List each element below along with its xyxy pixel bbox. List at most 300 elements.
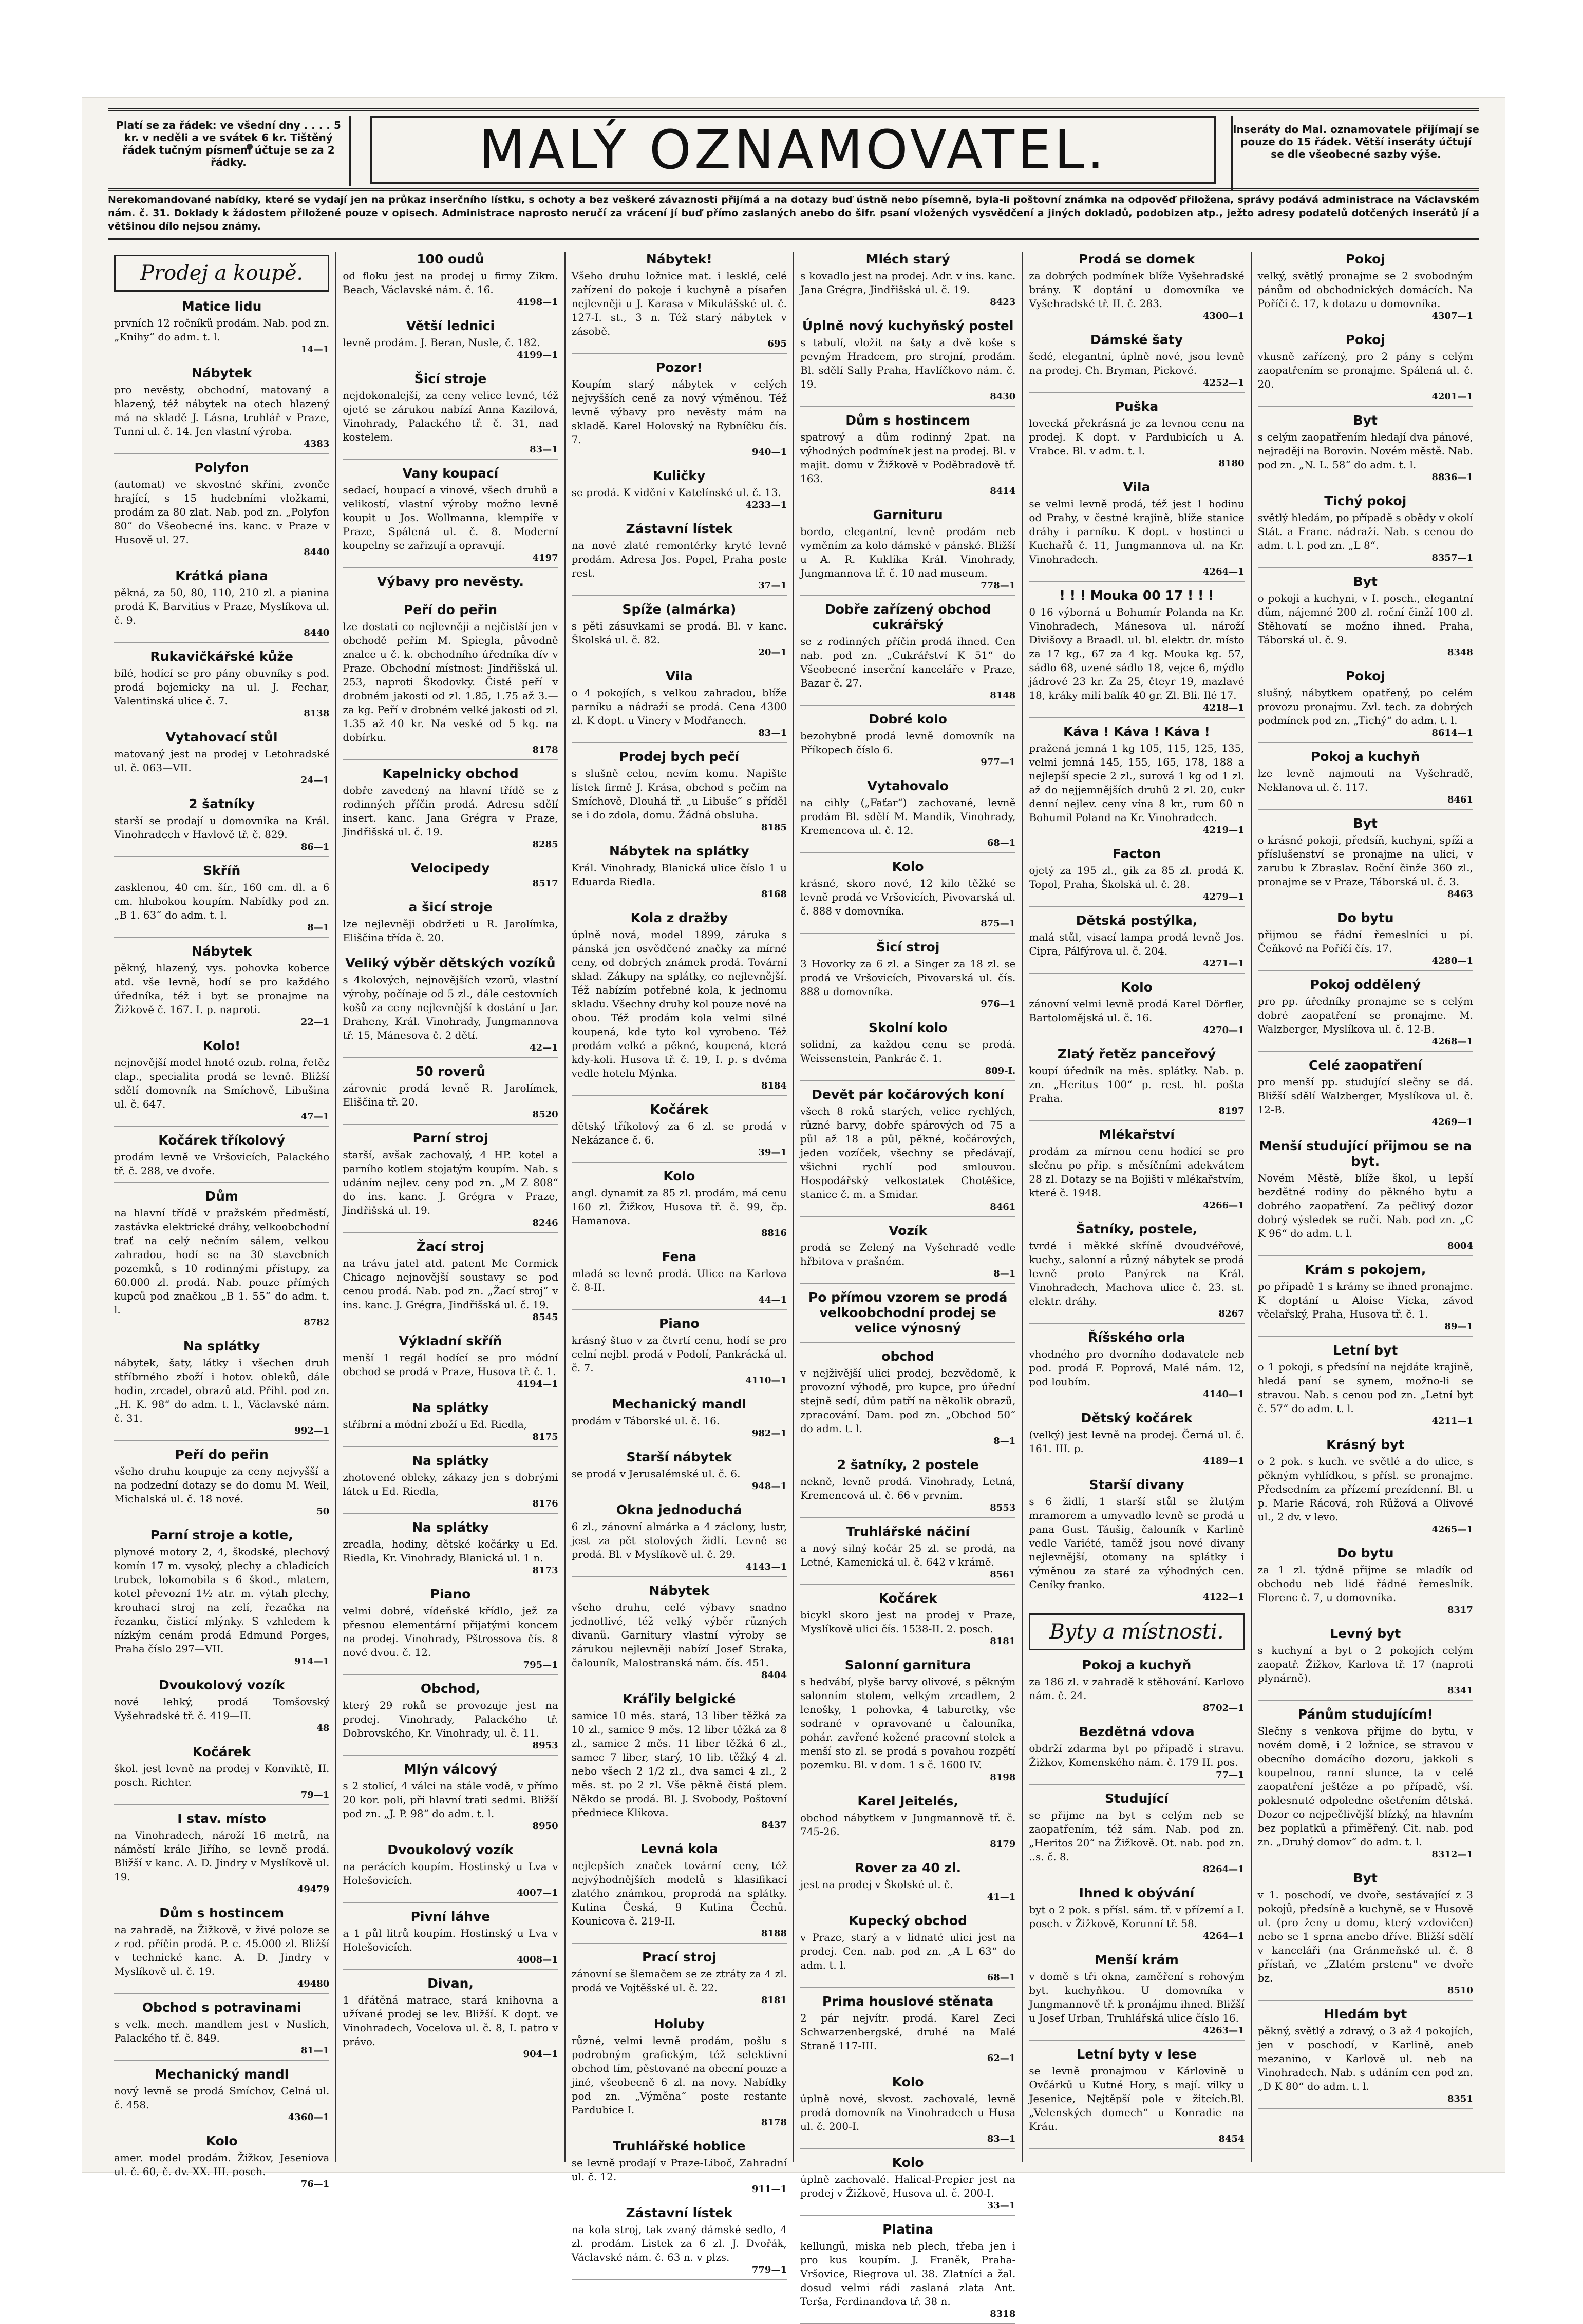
ad-text: na cihly („Faťar“) zachované, levně prodám Bl. sdělí M. Mandik, Vinohrady, Kremencova ul. č. 12. [800,796,1016,836]
ad-heading: Výkladní skříň [399,1334,502,1348]
ad-code: 904—1 [523,2049,558,2060]
ad-text: (automat) ve skvostné skříni, zvonče hrající, s 15 hudebními vložkami, prodám za 80 zlat. Nab. pod zn. „Polyfon 80“ do Všeobecné ins. kanc. v Praze v Husově ul. 27. [114,478,330,546]
ad-code: 8816 [761,1228,787,1239]
classified-ad [1258,493,1473,568]
ad-heading: ! ! ! Mouka 00 17 ! ! ! [1059,588,1214,603]
ad-heading: Zlatý řetěz panceřový [1057,1046,1216,1061]
ad-code: 8176 [532,1498,558,1509]
classified-ad [572,669,787,743]
ad-heading: 2 šatníky [189,796,255,811]
ad-heading: Peří do peřin [403,602,498,617]
classified-ad [1258,332,1473,407]
classified-ad [1029,1658,1244,1718]
ad-code: 4279—1 [1203,891,1245,902]
classified-ad [800,1794,1015,1854]
ad-code: 8461 [1447,794,1473,805]
ad-text: se velmi levně prodá, též jest 1 hodinu od Prahy, v čestné krajině, blíže stanice dráhy i parníku. K dopt. v hostinci u Kuchařů č. 11, Jungmannova ul. na Kr. Vinohradech. [1029,498,1245,565]
ad-code: 33—1 [987,2200,1016,2211]
ad-text: (velký) jest levně na prodej. Černá ul. č. 161. III. p. [1029,1428,1245,1455]
ad-heading: Matice lidu [181,299,262,314]
ad-heading: Bezdětná vdova [1079,1724,1195,1739]
ad-heading: Veliký výběr dětských vozíků [345,956,556,970]
ad-code: 8440 [304,627,330,638]
ad-code: 4360—1 [288,2112,330,2123]
section-title-sale: Prodej a koupě. [114,255,329,292]
classified-ad [572,2139,787,2199]
classified-ad [114,1189,329,1332]
ad-text: pro menší pp. studující slečny se dá. Bližší sdělí Walzberger, Myslíkova ul. č. 12-B. [1257,1076,1473,1116]
ad-heading: Kolo [892,2074,924,2089]
ad-text: angl. dynamit za 85 zl. prodám, má cenu 160 zl. Žižkov, Husova tř. č. 99, čp. Hamanova. [571,1187,787,1227]
ad-heading: Kolo! [203,1038,241,1053]
ad-heading: Na splátky [412,1520,489,1535]
ad-code: 44—1 [758,1294,787,1305]
classified-ad [114,299,329,359]
ad-code: 779—1 [751,2264,787,2275]
ad-code: 83—1 [987,2133,1016,2144]
ad-heading: Říšského orla [1088,1330,1185,1345]
ad-text: s hedvábí, plyše barvy olivové, s pěkným salonním stolem, velkým zrcadlem, 2 lenošky, 1 pohovka, 4 taburetky, vše sodrané v opravované u čalouníka, pohár. zavřené kožené pracovní stolek a menší sto zl. se prodá s povahou rozpětí pozemku. Bl. v dom. 1 s č. 1600 IV. [800,1675,1016,1771]
ad-code: 8188 [761,1928,787,1939]
classified-ad [800,507,1015,596]
ad-heading: Mechanický mandl [612,1397,746,1412]
column-4 [794,252,1023,2319]
ad-text: bordo, elegantní, levně prodám neb vyměním za kolo dámské v pánské. Bližší u A. R. Kuklíka Král. Vinohrady, Jungmannova tř. č. 10 nad museum. [800,525,1016,579]
ad-heading: Kuličky [653,468,706,483]
ad-code: 778—1 [981,580,1016,591]
ad-code: 4197 [532,553,558,563]
ad-text: od floku jest na prodej u firmy Zikm. Beach, Václavské nám. č. 16. [343,270,558,296]
ad-code: 22—1 [300,1017,330,1027]
ad-code: 8440 [304,547,330,558]
classified-ad [800,1349,1015,1451]
ad-code: 8168 [761,889,787,900]
ad-text: velký, světlý pronajme se 2 svobodným pánům od obchodnických domácích. Na Poříčí č. 17, k dotazu u domovníka. [1257,270,1473,310]
classified-ad [800,1020,1015,1081]
ad-code: 8—1 [993,1268,1016,1279]
ad-code: 8181 [761,1995,787,2006]
ad-heading: a šicí stroje [408,900,493,915]
ad-code: 4268—1 [1431,1036,1473,1047]
ad-code: 4007—1 [517,1888,558,1898]
classified-ad [114,944,329,1032]
ad-heading: Celé zaopatření [1309,1058,1422,1073]
ad-code: 8461 [990,1202,1016,1212]
ad-text: za 1 zl. týdně přijme se mladík od obchodu neb lidé řádné řemeslník. Florenc č. 7, u domovníka. [1257,1564,1473,1604]
ad-text: obdrží zdarma byt po případě i stravu. Žižkov, Komenského nám. č. 179 II. pos. [1029,1742,1245,1768]
classified-ad [1258,252,1473,326]
ad-code: 79—1 [300,1789,330,1800]
ad-code: 8148 [990,690,1016,701]
ad-heading: Na splátky [412,1400,489,1415]
ad-code: 86—1 [300,842,330,852]
ad-columns [108,252,1479,2319]
classified-ad [800,1223,1015,1284]
classified-ad [343,1334,558,1394]
ad-code: 875—1 [981,918,1016,929]
ad-code: 68—1 [987,1972,1016,1983]
classified-ad [572,910,787,1096]
ad-heading: Vila [665,669,693,683]
ad-heading: Kolo [205,2133,238,2148]
ad-text: nábytek, šaty, látky i všechen druh stříbrného zboží i hotov. obleků, dále hodin, zrcadel, obrazů atd. Přihl. pod zn. „H. K. 98“ do adm. t. l., Václavské nám. č. 31. [114,1357,330,1424]
ad-code: 8318 [990,2309,1016,2319]
ad-heading: Pokoj a kuchyň [1082,1658,1192,1672]
classified-ad [343,1400,558,1447]
ad-heading: Kolo [892,2155,924,2170]
ad-heading: Peří do peřin [175,1447,269,1462]
ad-heading: Dvoukolový vozík [387,1842,514,1857]
ad-heading: Krásný byt [1326,1437,1405,1452]
classified-ad [800,712,1015,772]
ad-code: 24—1 [300,775,330,786]
ad-heading: Prodá se domek [1078,252,1195,266]
ad-code: 809-I. [985,1065,1016,1076]
classified-ad [572,602,787,662]
classified-ad [114,1811,329,1899]
ad-text: 0 16 výborná u Bohumír Polanda na Kr. Vinohradech, Mánesova ul. nároží Divišovy a Braadl. ul. bl. elektr. dr. místo za 17 kg., 67 za 4 kg. Mouka kg. 57, sádlo 68, uzené sádlo 18, vejce 6, mýdlo jádrové 23 kr. Za 25, čteyr 19, mazlavé 18, kráky milí balík 40 gr. Zl. Bli. Ilé 17. [1029,606,1245,701]
ad-code: 8517 [532,878,558,889]
classified-ad [114,460,329,562]
ad-code: 8357—1 [1431,553,1473,563]
ad-text: Všeho druhu ložnice mat. i lesklé, celé zařízení do pokoje i kuchyně a písařen nejlevněji u J. Karasa v Mikulášské ul. č. 127-I. st., 3 n. Též starý nábytek v zásobě. [571,270,787,337]
ad-code: 8348 [1447,647,1473,658]
ad-code: 49479 [297,1884,330,1895]
classified-ad [1258,1707,1473,1864]
classified-ad [1029,1724,1244,1785]
price-box: Platí se za řádek: ve všední dny . . . . 5 kr. v neděli a ve svátek 6 kr. Tištěný řádek tučným písmem účtuje se za 2 řádky. [108,116,351,186]
classified-ad [114,2133,329,2194]
ad-code: 8—1 [993,1436,1016,1446]
ad-text: menší 1 regál hodící se pro módní obchod se prodá v Praze, Husova tř. č. 1. [343,1351,558,1378]
ad-text: na nové zlaté remontérky kryté levně prodám. Adresa Jos. Popel, Praha poste rest. [571,539,787,579]
classified-ad [572,1950,787,2010]
ad-code: 48 [316,1723,330,1734]
classified-ad [572,1397,787,1443]
ad-heading: Vytahovalo [867,778,949,793]
ad-code: 4194—1 [517,1379,558,1389]
ad-code: 4218—1 [1203,702,1245,713]
ad-heading: Zástavní lístek [626,521,733,536]
ad-heading: Dvoukolový vozík [158,1678,285,1692]
classified-ad [572,1316,787,1390]
ad-heading: Prima houslové stěnata [822,1994,994,2009]
classified-ad [1258,1343,1473,1431]
ad-heading: Pokoj [1345,252,1385,266]
classified-ad [800,602,1015,706]
classified-ad [114,366,329,454]
ad-code: 976—1 [981,999,1016,1009]
ad-heading: Šicí stroje [414,371,487,386]
column-3 [566,252,794,2275]
classified-ad [114,2000,329,2061]
ad-text: za dobrých podmínek blíže Vyšehradské brány. K doptání u domovníka ve Vyšehradské tř. II. č. 283. [1029,270,1245,310]
ad-text: v Praze, starý a v lidnaté ulici jest na prodej. Cen. nab. pod zn. „A L 63“ do adm. t. l. [800,1931,1016,1971]
ad-heading: Dámské šaty [1090,332,1183,347]
ad-heading: Kolo [663,1169,695,1184]
ad-text: s slušně celou, nevím komu. Napište lístek firmě J. Krása, obchod s pečím na Smíchově, Dlouhá tř. „u Libuše“ s příděl se i do zdola, domu. Žádná obsluha. [571,767,787,821]
ad-heading: Káva ! Káva ! Káva ! [1063,724,1210,739]
ad-text: Slečny s venkova přijme do bytu, v novém domě, i 2 ložnice, se stravou v obecního domácího dozoru, jakkoli s koupelnou, ranní slunce, ta v celé zaopatření ještěze a po případě, vší. poklesnuté odpoledne ošetřením dětská. Dozor co nejpečlivější blízký, na hlavním bez poplatků a přiměřený. Cit. nab. pod zn. „Druhý domov“ do adm. t. l. [1257,1725,1473,1848]
ad-text: se levně pronajmou v Kárlovině u Ovčárků u Kutné Hory, s mají. vilky u Jesenice, Nejtěpší pole v žitcích.Bl. „Velenských domech“ u Konradie na Kráu. [1029,2065,1245,2132]
ad-code: 4199—1 [517,350,558,360]
classified-ad [343,1453,558,1514]
ad-heading: Na splátky [183,1339,260,1354]
classified-ad [572,1583,787,1685]
ad-text: se levně prodají v Praze-Liboč, Zahradní ul. č. 12. [571,2157,787,2183]
classified-ad [572,360,787,462]
ad-code: 89—1 [1444,1321,1473,1332]
ad-code: 49480 [297,1978,330,1989]
ad-code: 83—1 [758,728,787,738]
ad-text: stříbrní a módní zboží u Ed. Riedla, [343,1418,527,1431]
ad-text: malá stůl, visací lampa prodá levně Jos. Cipra, Pálfýrova ul. č. 204. [1029,931,1245,957]
ad-text: úplně zachovalé. Halical-Prepier jest na prodej v Žižkově, Husova ul. č. 200-I. [800,2173,1016,2199]
ad-text: Koupím starý nábytek v celých nejvyšších ceně za nový výměnou. Též levně výbavy pro nevěsty mám na skladě. Karel Holovský na Rybníčku čís. 7. [571,378,787,446]
ad-heading: Do bytu [1337,1546,1394,1560]
classified-ad [800,1658,1015,1787]
ad-text: s 2 stolicí, 4 válci na stále vodě, v přímo 20 kor. poli, při hlavní trati sedmi. Bližší pod zn. „J. P. 98“ do adm. t. l. [343,1780,558,1820]
classified-ad [343,956,558,1058]
ad-text: s velk. mech. mandlem jest v Nuslích, Palackého tř. č. 849. [114,2018,330,2044]
ad-heading: Garnituru [873,507,943,522]
ad-code: 4269—1 [1431,1117,1473,1128]
ad-text: a nový silný kočár 25 zl. se prodá, na Letné, Kamenická ul. č. 642 v krámě. [800,1542,1016,1568]
ad-code: 8178 [761,2117,787,2128]
ad-text: po případě 1 s krámy se ihned pronajme. K doptání u Aloise Vícka, závod včelařský, Praha, Husova tř. č. 1. [1257,1280,1473,1320]
ad-code: 8437 [761,1820,787,1831]
ad-text: vhodného pro dvorního dodavatele neb pod. prodá F. Poprová, Malé nám. 12, pod loubím. [1029,1348,1245,1388]
classified-ad [114,1447,329,1521]
ad-code: 8520 [532,1109,558,1120]
ad-code: 4122—1 [1203,1592,1245,1603]
ad-text: amer. model prodám. Žižkov, Jeseniova ul. č. 60, č. dv. XX. III. posch. [114,2151,330,2178]
ad-heading: Letní byt [1333,1343,1398,1358]
ad-code: 8782 [304,1317,330,1328]
column-5 [1023,252,1251,2162]
ad-heading: Krátká piana [175,568,269,583]
ad-code: 8181 [990,1636,1016,1647]
classified-ad [343,1842,558,1903]
classified-ad [114,1528,329,1671]
ad-code: 4110—1 [745,1375,787,1386]
admin-notice: Nerekomandované nabídky, které se vydají jen na průkaz inserčního lístku, s ochoty a bez veškeré závaznosti přijímá a na dotazy buď ústně nebo písemně, byla-li poštovní známka na odpověď přiložena, správy podává administrace na Václavském nám. č. 31. Doklady k žádostem přiložené pouze v opisech. Administrace naprosto neručí za vrácení jí buď přímo zaslaných anebo do šifr. psaní vložených vysvědčení a jiných dokladů, podobizen atp., ježto adresy podatelů dotčených inserátů jí a většinou dílo nejsou známy. [108,193,1479,240]
ad-code: 8404 [761,1670,787,1681]
classified-ad [343,1520,558,1580]
ad-code: 4280—1 [1431,956,1473,966]
ad-code: 77—1 [1216,1769,1245,1780]
ad-text: na kola stroj, tak zvaný dámské sedlo, 4 zl. prodám. Listek za 6 zl. J. Dvořák, Václavské nám. č. 63 n. v plzs. [571,2223,787,2263]
ad-heading: Větší lednici [406,318,495,333]
ad-text: 2 pár nejvítr. prodá. Karel Zeci Schwarzenbergské, druhé na Malé Straně 117-III. [800,2012,1016,2052]
ad-heading: Dobře zařízený obchod cukrářský [825,602,991,632]
ad-text: lovecká překrásná je za levnou cenu na prodej. K dopt. v Pardubicích u A. Vrabce. Bl. v adm. t. l. [1029,417,1245,457]
ad-heading: Po přímou vzorem se prodá velkoobchodní prodej se velice výnosný [808,1290,1008,1336]
classified-ad [1029,480,1244,582]
classified-ad [1029,1411,1244,1471]
ad-heading: Vany koupací [402,466,499,481]
ad-code: 20—1 [758,647,787,658]
ad-heading: Ihned k obývání [1079,1885,1195,1900]
ad-text: 6 zl., zánovní almárka a 4 záclony, lustr, jest za pět stolových židlí. Levně se prodá. Bl. v Myslíkově ul. č. 29. [571,1520,787,1560]
ad-heading: Zástavní lístek [626,2205,733,2220]
classified-ad [1029,2047,1244,2149]
ad-code: 8510 [1447,1985,1473,1996]
column-1 [108,252,336,2189]
classified-ad [1258,1626,1473,1701]
ad-text: a 1 půl litrů koupím. Hostinský u Lva v Holešovicích. [343,1927,558,1953]
ad-heading: Okna jednoduchá [616,1502,742,1517]
classified-ad [1029,913,1244,974]
ad-text: všeho druhu koupuje za ceny nejvyšší a na podzední dotazy se do domu M. Weil, Michalská ul. č. 18 nové. [114,1465,330,1505]
ad-code: 8423 [990,297,1016,308]
ad-code: 37—1 [758,580,787,591]
ad-text: tvrdé i měkké skříně dvoudvéřové, kuchy., salonní a různý nábytek se prodá levně proto Panýrek na Král. Vinohradech, Machova ulice č. 23. st. elektr. dráhy. [1029,1240,1245,1307]
ad-code: 8312—1 [1431,1849,1473,1860]
ad-text: s 4kolových, nejnovějších vzorů, vlastní výroby, počínaje od 5 zl., dále cestovních košů za ceny nejlevnější k dostání u Jar. Draheny, Král. Vinohrady, Jungmannova tř. 15, Mánesova č. 2 dětí. [343,974,558,1041]
classified-ad [1258,2007,1473,2109]
ad-heading: Prodej bych pečí [619,749,740,764]
classified-ad [800,252,1015,312]
ad-text: se prodá v Jerusalémské ul. č. 6. [571,1468,741,1480]
ad-text: zhotovené obleky, zákazy jen s dobrými látek u Ed. Riedla, [343,1471,558,1497]
ad-heading: Kolo [892,859,924,874]
classified-ad [1258,977,1473,1052]
ad-text: nové lehký, prodá Tomšovský Vyšehradské tř. č. 419—II. [114,1696,330,1722]
ad-heading: Obchod, [420,1681,481,1696]
ad-heading: Nábytek! [646,252,712,266]
ad-heading: Truhlářské hoblice [613,2139,746,2154]
ad-text: o 4 pokojích, s velkou zahradou, blíže parníku a nádraží se prodá. Cena 4300 zl. K dopt. u Vinery v Modřanech. [571,687,787,727]
classified-ad [343,1681,558,1756]
classified-ad [1029,980,1244,1040]
ad-code: 76—1 [300,2179,330,2189]
ad-text: prodám v Táborské ul. č. 16. [571,1415,720,1427]
ad-code: 4233—1 [745,500,787,510]
ad-heading: Truhlářské náčiní [846,1524,970,1539]
ad-heading: Piano [658,1316,700,1331]
ad-heading: Nábytek [191,366,252,380]
ad-code: 4008—1 [517,1954,558,1965]
ad-heading: Mechanický mandl [155,2067,289,2082]
classified-ad [800,940,1015,1014]
ad-text: zánovní velmi levně prodá Karel Dörfler, Bartolomějská ul. č. 16. [1029,998,1245,1024]
ad-text: všech 8 roků starých, velice rychlých, různé barvy, dobře spárových od 75 a půl až 18 a půl, pěkné, kočárových, jeden vozíček, všechny se předávají, všichni rychlí pod smlouvou. Hospodářský velkostatek Chotěšice, stanice č. m. a Smidar. [800,1105,1016,1201]
ad-heading: Polyfon [194,460,249,475]
ad-text: za 186 zl. v zahradě k stěhování. Karlovo nám. č. 24. [1029,1675,1245,1702]
ad-text: úplně nové, skvost. zachovalé, levně prodá domovník na Vinohradech u Husa ul. č. 200-I. [800,2092,1016,2132]
ad-text: s celým zaopatřením hledají dva pánové, nejraději na Borovin. Novém městě. Nab. pod zn. „N. L. 58“ do adm. t. l. [1257,431,1473,471]
ad-heading: Pánům studujícím! [1297,1707,1433,1722]
ad-heading: Vytahovací stůl [165,730,278,745]
section-title-rooms: Byty a místnosti. [1029,1613,1244,1650]
ad-code: 4270—1 [1203,1025,1245,1036]
ad-code: 8702—1 [1203,1703,1245,1713]
ad-code: 911—1 [751,2184,787,2195]
classified-ad [1258,1138,1473,1256]
ad-code: 948—1 [751,1481,787,1492]
ad-code: 4219—1 [1203,825,1245,835]
ad-heading: Prací stroj [642,1950,717,1965]
classified-ad [800,2222,1015,2324]
classified-ad [572,1691,787,1835]
classified-ad [1258,669,1473,743]
ad-text: na hlavní třídě v pražském předměstí, zastávka elektrické dráhy, velkoobchodní trať na celý nečním sálem, velkou zahradou, hodí se na 30 stavebních pozemků, s 10 rodinnými přístupy, za 60.000 zl. prodá. Nab. pouze přímých kupců pod značkou „B 1. 55“ do adm. t. l. [114,1207,330,1316]
ad-heading: I stav. místo [177,1811,267,1826]
ad-text: prodám za mírnou cenu hodící se pro slečnu po přip. s měsíčními adekvátem 28 zl. Dotazy se na Bojišti v mlékařstvím, které č. 1948. [1029,1145,1245,1199]
ad-code: 8—1 [307,922,330,933]
ad-code: 8179 [990,1839,1016,1850]
ad-heading: Žací stroj [416,1239,484,1254]
ad-text: o krásné pokoji, předsíň, kuchyni, spíži a příslušenství se pronajme na ulici, v zarubu k Zbraslav. Roční činže 360 zl., pronajme se v Praze, Táborská ul. č. 3. [1257,834,1473,888]
classified-ad [800,2155,1015,2216]
classified-ad [1258,1546,1473,1620]
ad-text: o 1 pokoji, s předsíní na nejdáte krajině, hledá paní se synem, možno-li se stravou. Nab. s cenou pod zn. „Letní byt č. 57“ do adm. t. l. [1257,1361,1473,1415]
ad-code: 695 [767,338,787,349]
classified-ad [1258,816,1473,904]
classified-ad [1029,399,1244,473]
ad-heading: Skříň [203,863,241,878]
classified-ad [114,730,329,790]
ad-heading: Na splátky [412,1453,489,1468]
ad-heading: Mléch starý [865,252,950,266]
ad-text: zrcadla, hodiny, dětské kočárky u Ed. Riedla, Kr. Vinohrady, Blanická ul. 1 n. [343,1538,558,1564]
ad-text: Novém Městě, blíže škol, u lepší bezdětné rodiny do pěkného bytu a dobrého zaopatření. Za pečlivý dozor dobrý výsledek se ručí. Nab. pod zn. „C K 96“ do adm. t. l. [1257,1172,1473,1240]
ad-text: mladá se levně prodá. Ulice na Karlova č. 8-II. [571,1267,787,1293]
ad-heading: Dobré kolo [869,712,947,727]
ad-text: matovaný jest na prodej v Letohradské ul. č. 063—VII. [114,748,330,774]
ad-code: 4264—1 [1203,1931,1245,1941]
ad-heading: Byt [1353,816,1378,831]
ad-heading: Kolo [1121,980,1153,995]
classified-ad [572,2205,787,2280]
classified-ad [800,1524,1015,1585]
ad-heading: Kola z dražby [630,910,728,925]
ad-text: se přijme na byt s celým neb se zaopatřením, též sám. Nab. pod zn. „Heritos 20“ na Žižkově. Ot. nab. pod zn. ..s. č. 8. [1029,1809,1245,1863]
ad-text: dětský tříkolový za 6 zl. se prodá v Nekázance č. 6. [571,1120,787,1146]
ad-heading: Platina [882,2222,934,2237]
ad-heading: Starší divany [1089,1477,1184,1492]
ad-code: 4307—1 [1431,311,1473,321]
ad-code: 68—1 [987,837,1016,848]
ad-code: 4265—1 [1431,1524,1473,1535]
classified-ad [343,371,558,460]
classified-ad [572,1169,787,1243]
classified-ad [1029,1952,1244,2041]
ad-text: prodá se Zelený na Vyšehradě vedle hřbitova v prašném. [800,1241,1016,1267]
page-title: MALÝ OZNAMOVATEL. [370,116,1216,184]
ad-text: na trávu jatel atd. patent Mc Cormick Chicago nejnovější soustavy se pod cenou prodá. Nab. pod zn. „Žací stroj“ v ins. kanc. J. Grégra, Jindřišská ul. č. 19. [343,1257,558,1311]
ad-text: na perácích koupím. Hostinský u Lva v Holešovicích. [343,1860,558,1887]
ad-heading: Devět pár kočárových koní [812,1087,1005,1102]
ad-code: 8285 [532,839,558,850]
ad-heading: Krám s pokojem, [1305,1262,1426,1277]
ad-text: na zahradě, na Žižkově, v živé poloze se z rod. příčin prodá. P. c. 45.000 zl. Bližší v technické kanc. A. D. Jindry v Myslíkově ul. č. 19. [114,1923,330,1977]
classified-ad [1029,1791,1244,1879]
ad-text: Král. Vinohrady, Blanická ulice číslo 1 u Eduarda Riedla. [571,862,787,888]
ad-text: prodám levně ve Vršovicích, Palackého tř. č. 288, ve dvoře. [114,1151,330,1177]
ad-text: se z rodinných příčin prodá ihned. Cen nab. pod zn. „Cukrářství K 51“ do Všeobecné inserční kanceláře v Praze, Bazar č. 27. [800,635,1016,689]
classified-ad [114,796,329,857]
ad-code: 4140—1 [1203,1389,1245,1400]
ad-code: 42—1 [530,1042,558,1053]
ad-text: škol. jest levně na prodej v Konviktě, II. posch. Richter. [114,1762,330,1788]
ad-code: 50 [316,1506,330,1517]
ad-code: 8414 [990,486,1016,497]
ad-code: 8454 [1218,2133,1245,2144]
ad-code: 8185 [761,822,787,833]
ad-text: levně prodám. J. Beran, Nusle, č. 182. [343,336,540,349]
